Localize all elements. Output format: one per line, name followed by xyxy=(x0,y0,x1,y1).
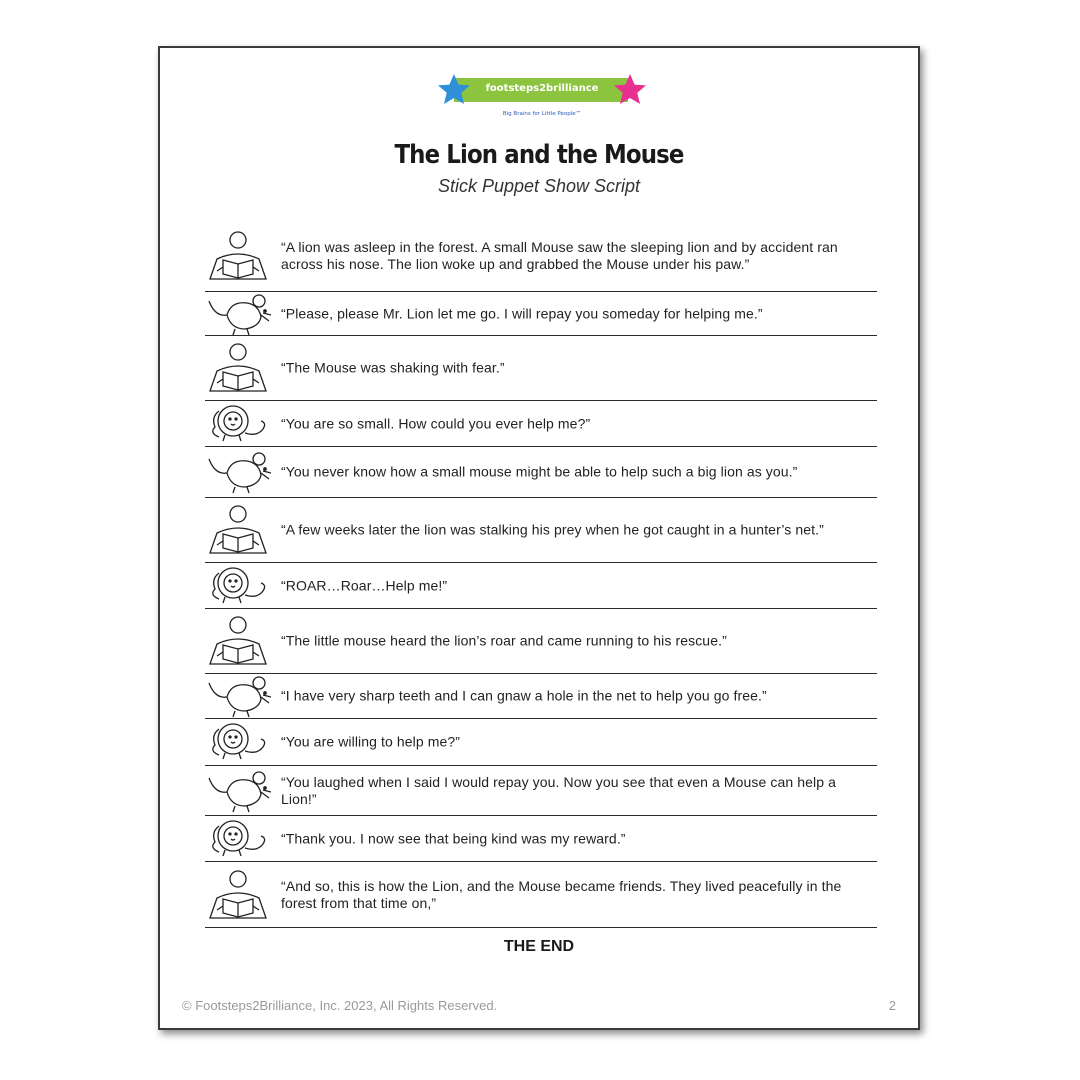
script-row xyxy=(205,609,877,674)
script-line-text: “I have very sharp teeth and I can gnaw a hole in the net to help you go free.” xyxy=(281,687,767,704)
narrator-icon xyxy=(205,503,271,557)
page-title: The Lion and the Mouse xyxy=(394,140,684,170)
lion-icon xyxy=(205,397,271,451)
script-line-text: “Thank you. I now see that being kind was my reward.” xyxy=(281,830,626,846)
script-row xyxy=(205,563,877,609)
lion-icon xyxy=(205,715,271,769)
script-row xyxy=(205,498,877,563)
script-row xyxy=(205,862,877,928)
script-line-text: “Please, please Mr. Lion let me go. I will repay you someday for helping me.” xyxy=(281,305,763,321)
script-row xyxy=(205,292,877,336)
script-row xyxy=(205,336,877,401)
script-line-text: “You laughed when I said I would repay you. Now you see that even a Mouse can help a Lion!” xyxy=(281,773,837,807)
script-line-text: “ROAR…Roar…Help me!” xyxy=(281,577,448,593)
page-number: 2 xyxy=(888,998,896,1013)
lion-icon xyxy=(205,812,271,866)
script-row xyxy=(205,719,877,766)
logo-brand-text: footsteps2brilliance xyxy=(485,83,599,94)
narrator-icon xyxy=(205,341,271,395)
logo-tagline: Big Brains for Little People™ xyxy=(502,111,582,117)
script-line-text: “And so, this is how the Lion, and the Mouse became friends. They lived peacefully in the forest from that time on,” xyxy=(281,877,842,911)
script-line-text: “You are willing to help me?” xyxy=(281,733,461,750)
script-row xyxy=(205,401,877,447)
script-row xyxy=(205,766,877,816)
mouse-icon xyxy=(205,764,271,818)
footsteps2brilliance-logo xyxy=(436,72,648,122)
page-subtitle: Stick Puppet Show Script xyxy=(437,176,641,196)
script-row xyxy=(205,674,877,719)
worksheet-page xyxy=(158,46,920,1030)
lion-icon xyxy=(205,559,271,613)
script-line-text: “You never know how a small mouse might be able to help such a big lion as you.” xyxy=(281,463,798,480)
mouse-icon xyxy=(205,287,271,341)
script-line-text: “A few weeks later the lion was stalking his prey when he got caught in a hunter’s net.” xyxy=(281,521,824,538)
copyright-footer: © Footsteps2Brilliance, Inc. 2023, All Rights Reserved. xyxy=(182,998,498,1013)
script-row xyxy=(205,220,877,292)
script-line-text: “You are so small. How could you ever help me?” xyxy=(281,415,591,431)
script-row xyxy=(205,816,877,862)
script-line-text: “The Mouse was shaking with fear.” xyxy=(281,359,505,376)
narrator-icon xyxy=(205,614,271,668)
script-lines xyxy=(205,220,877,928)
narrator-icon xyxy=(205,868,271,922)
narrator-icon xyxy=(205,229,271,283)
mouse-icon xyxy=(205,445,271,499)
the-end-label: THE END xyxy=(503,938,575,955)
script-line-text: “The little mouse heard the lion’s roar and came running to his rescue.” xyxy=(281,632,727,649)
script-row xyxy=(205,447,877,498)
script-line-text: “A lion was asleep in the forest. A small Mouse saw the sleeping lion and by accident ran across his nose. The lion woke up and grabbed the Mouse under his paw.” xyxy=(281,238,838,272)
